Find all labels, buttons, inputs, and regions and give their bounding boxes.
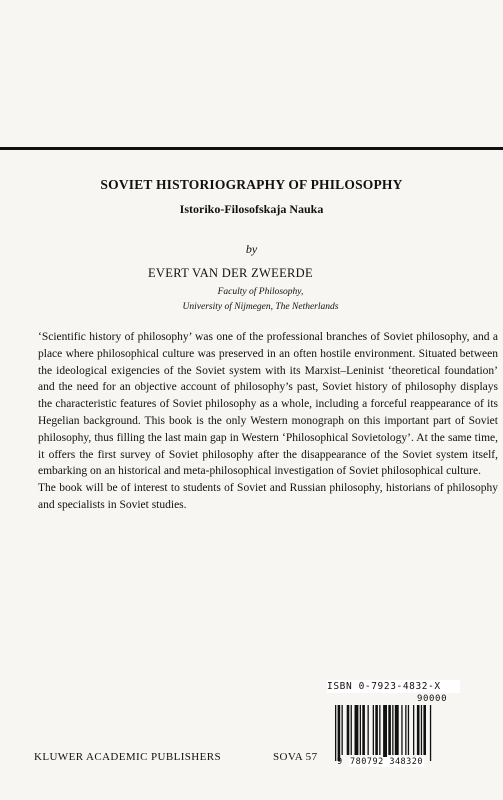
book-subtitle: Istoriko-Filosofskaja Nauka bbox=[179, 202, 324, 216]
by-label: by bbox=[245, 242, 258, 256]
affiliation-line-1: Faculty of Philosophy, bbox=[217, 287, 304, 297]
description-paragraph-1: ‘Scientific history of philosophy’ was one of the professional branches of Soviet philosophy, and a place where philosophical culture was preserved in an often hostile environment. Situated between the ideological exigencies of the Soviet system with its Marxist–Leninist ‘theoretical foundation’ and the need for an objective account of philosophy’s past, Soviet history of philosophy displays the characteristic features of Soviet philosophy as a whole, including a forceful reappearance of its Hegelian background. This book is the only Western monograph on this important part of Soviet philosophy, thus filling the last main gap in Western ‘Philosophical Sovietology’. At the same time, it offers the first survey of Soviet philosophy after the disappearance of the Soviet system itself, embarking on an historical and meta-philosophical investigation of Soviet philosophical culture. bbox=[38, 331, 498, 478]
isbn-label: ISBN 0-7923-4832-X bbox=[327, 680, 460, 693]
affiliation-line-2: University of Nijmegen, The Netherlands bbox=[182, 302, 339, 312]
author-name: EVERT VAN DER ZWEERDE bbox=[148, 266, 313, 280]
barcode-digits: 780792 348320 bbox=[350, 757, 424, 767]
price-code: 90000 bbox=[417, 694, 448, 704]
barcode-block bbox=[325, 680, 460, 772]
series-code: SOVA 57 bbox=[273, 751, 318, 763]
barcode-first-digit: 9 bbox=[337, 757, 343, 767]
publisher-name: KLUWER ACADEMIC PUBLISHERS bbox=[34, 751, 222, 763]
barcode-icon bbox=[335, 705, 455, 761]
book-description bbox=[38, 329, 498, 514]
horizontal-rule bbox=[0, 147, 503, 150]
description-paragraph-2: The book will be of interest to students of Soviet and Russian philosophy, historians of philosophy and specialists in Soviet studies. bbox=[38, 482, 498, 511]
book-title: SOVIET HISTORIOGRAPHY OF PHILOSOPHY bbox=[100, 177, 403, 192]
